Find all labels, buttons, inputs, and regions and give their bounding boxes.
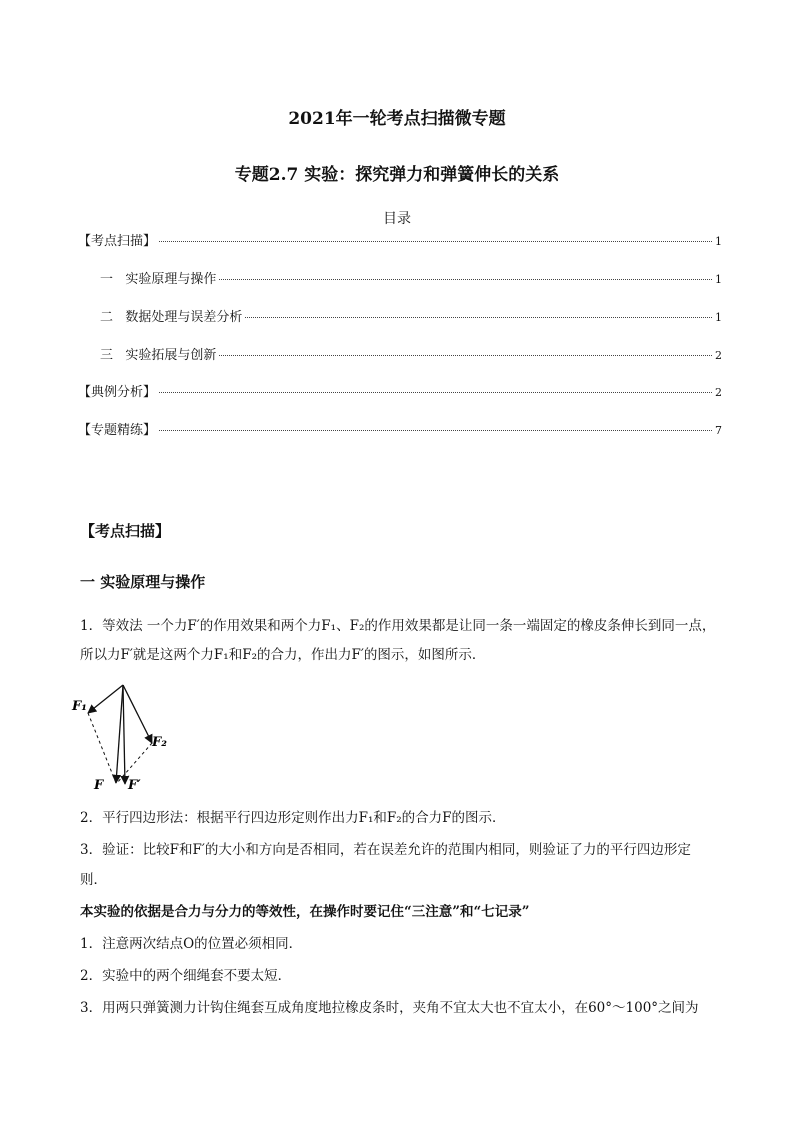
force-f-prime-arrow xyxy=(123,685,125,784)
paragraph-1-line-2: 所以力F′就是这两个力F₁和F₂的合力，作出力F′的图示，如图所示． xyxy=(80,647,486,663)
label-f: F xyxy=(94,778,104,793)
force-f-arrow xyxy=(116,685,123,783)
label-f-prime: F′ xyxy=(128,778,141,793)
force-parallelogram-figure xyxy=(66,680,186,795)
notes-heading: 本实验的依据是合力与分力的等效性，在操作时要记住“三注意”和“七记录” xyxy=(80,904,530,920)
subsection-heading: 一 实验原理与操作 xyxy=(80,573,206,591)
force-f2-arrow xyxy=(123,685,152,743)
toc-item-label: 【典例分析】 xyxy=(78,385,157,400)
toc-item-label: 二 数据处理与误差分析 xyxy=(100,310,243,325)
toc-item-page: 1 xyxy=(715,273,722,286)
toc-leader xyxy=(219,279,712,280)
toc-item-examples[interactable] xyxy=(78,381,722,401)
note-2: 2．实验中的两个细绳套不要太短． xyxy=(80,968,292,984)
toc-item-page: 1 xyxy=(715,311,722,324)
toc-item-practice[interactable] xyxy=(78,419,722,439)
toc-item-page: 2 xyxy=(715,386,722,399)
toc-leader xyxy=(245,317,712,318)
paragraph-2: 2．平行四边形法：根据平行四边形定则作出力F₁和F₂的合力F的图示． xyxy=(80,810,506,826)
paragraph-3-line-1: 3．验证：比较F和F′的大小和方向是否相同，若在误差允许的范围内相同，则验证了力的平行四边形定 xyxy=(80,842,691,858)
force-f1-arrow xyxy=(88,685,123,713)
toc-item-page: 2 xyxy=(715,349,722,362)
label-f2: F₂ xyxy=(152,735,167,750)
paragraph-3-line-2: 则． xyxy=(80,872,107,888)
toc-leader xyxy=(159,392,712,393)
toc-item-label: 【考点扫描】 xyxy=(78,234,157,249)
toc-item-label: 一 实验原理与操作 xyxy=(100,272,217,287)
paragraph-1-line-1: 1．等效法 一个力F′的作用效果和两个力F₁、F₂的作用效果都是让同一条一端固定的橡皮条伸长到同一点， xyxy=(80,618,716,634)
toc-item-label: 三 实验拓展与创新 xyxy=(100,348,217,363)
toc-item-page: 7 xyxy=(715,424,722,437)
toc-leader xyxy=(159,241,712,242)
toc-item-page: 1 xyxy=(715,235,722,248)
document-subtitle: 专题2.7 实验：探究弹力和弹簧伸长的关系 xyxy=(234,165,560,185)
toc-item-extension[interactable] xyxy=(100,344,722,364)
toc-item-data[interactable] xyxy=(100,306,722,326)
note-3: 3．用两只弹簧测力计钩住绳套互成角度地拉橡皮条时，夹角不宜太大也不宜太小，在60°～100°之间为 xyxy=(80,1000,699,1016)
label-f1: F₁ xyxy=(72,699,87,714)
toc-leader xyxy=(219,355,712,356)
toc-item-label: 【专题精练】 xyxy=(78,423,157,438)
toc-item-kaodian[interactable] xyxy=(78,230,722,250)
document-title: 2021年一轮考点扫描微专题 xyxy=(288,109,506,129)
parallelogram-dashed-side xyxy=(117,743,152,783)
toc-leader xyxy=(159,430,712,431)
section-heading: 【考点扫描】 xyxy=(80,522,171,540)
parallelogram-dashed-side xyxy=(88,713,116,783)
toc-item-principle[interactable] xyxy=(100,268,722,288)
note-1: 1．注意两次结点O的位置必须相同． xyxy=(80,936,303,952)
toc-heading: 目录 xyxy=(383,211,411,227)
